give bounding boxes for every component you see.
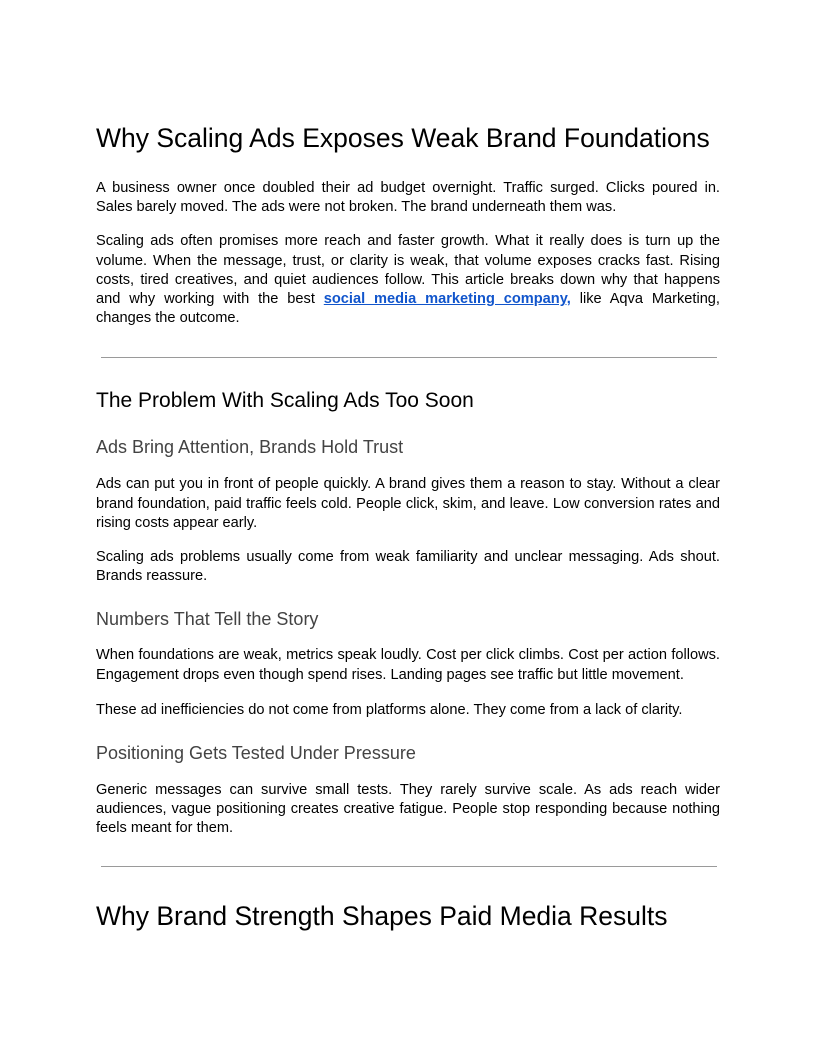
intro-paragraph-2-text-end: like Aqva Marketing, changes the outcome. xyxy=(96,291,720,327)
article-title: Why Scaling Ads Exposes Weak Brand Foundations xyxy=(96,123,710,153)
paragraph-ads-bring-attention-1: Ads can put you in front of people quickly. A brand gives them a reason to stay. Without a clear brand foundation, paid traffic feels cold. People click, skim, and leave. Low conversion rates and rising costs appear early. xyxy=(96,476,720,531)
section-divider-1 xyxy=(101,357,717,358)
intro-paragraph-1: A business owner once doubled their ad budget overnight. Traffic surged. Clicks poured in. Sales barely moved. The ads were not broken. The brand underneath them was. xyxy=(96,180,720,216)
intro-paragraph-2-text-start: Scaling ads often promises more reach and faster growth. What it really does is turn up the volume. When the message, trust, or clarity is weak, that volume exposes cracks fast. Rising costs, tired creatives, and quiet audiences follow. This article breaks down why that happens and why working with the best xyxy=(96,233,720,308)
paragraph-ads-bring-attention-2: Scaling ads problems usually come from weak familiarity and unclear messaging. Ads shout. Brands reassure. xyxy=(96,549,720,585)
social-media-marketing-company-link[interactable]: social media marketing company, xyxy=(323,291,571,308)
document-page xyxy=(96,120,720,934)
paragraph-numbers-story-1: When foundations are weak, metrics speak loudly. Cost per click climbs. Cost per action follows. Engagement drops even though spend rises. Landing pages see traffic but little movement. xyxy=(96,647,720,683)
section-heading-problem: The Problem With Scaling Ads Too Soon xyxy=(96,389,474,413)
section-divider-2 xyxy=(101,866,717,867)
intro-paragraph-2 xyxy=(96,232,720,328)
paragraph-numbers-story-2: These ad inefficiencies do not come from platforms alone. They come from a lack of clarity. xyxy=(96,701,683,718)
subheading-ads-bring-attention: Ads Bring Attention, Brands Hold Trust xyxy=(96,437,404,458)
section-heading-brand-strength: Why Brand Strength Shapes Paid Media Results xyxy=(96,900,668,931)
subheading-positioning: Positioning Gets Tested Under Pressure xyxy=(96,743,416,764)
subheading-numbers-story: Numbers That Tell the Story xyxy=(96,609,319,630)
paragraph-positioning-1: Generic messages can survive small tests. They rarely survive scale. As ads reach wider audiences, vague positioning creates creative fatigue. People stop responding because nothing feels meant for them. xyxy=(96,782,720,837)
